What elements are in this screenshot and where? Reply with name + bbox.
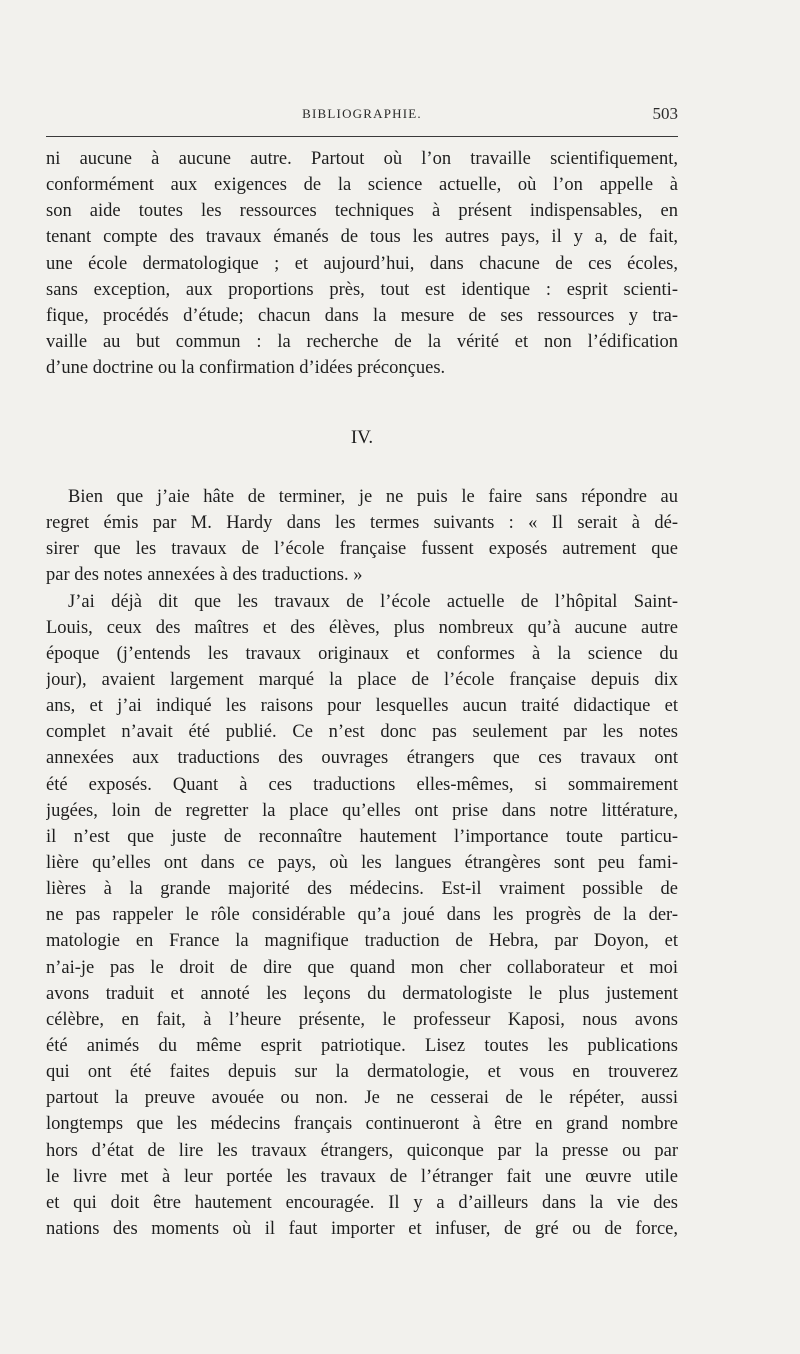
text-line: et qui doit être hautement encouragée. Il y a d’ailleurs dans la vie des: [46, 1192, 678, 1213]
text-line: son aide toutes les ressources techniques à présent indispensables, en: [46, 201, 678, 222]
text-line: époque (j’entends les travaux originaux et conformes à la science du: [46, 643, 678, 664]
text-line: complet n’avait été publié. Ce n’est donc pas seulement par les notes: [46, 722, 678, 743]
text-line: hors d’état de lire les travaux étrangers, quiconque par la presse ou par: [46, 1140, 678, 1161]
text-line: qui ont été faites depuis sur la dermatologie, et vous en trouverez: [46, 1062, 678, 1083]
text-line: jugées, loin de regretter la place qu’elles ont prise dans notre littérature,: [46, 800, 678, 821]
header-rule: [46, 136, 678, 137]
text-line: ans, et j’ai indiqué les raisons pour lesquelles aucun traité didactique et: [46, 696, 678, 717]
text-line: il n’est que juste de reconnaître hautement l’importance toute particu-: [46, 826, 678, 847]
text-line: tenant compte des travaux émanés de tous les autres pays, il y a, de fait,: [46, 227, 678, 248]
text-line: le livre met à leur portée les travaux de l’étranger fait une œuvre utile: [46, 1166, 678, 1187]
text-line: sans exception, aux proportions près, tout est identique : esprit scienti-: [46, 279, 678, 300]
text-line: matologie en France la magnifique traduction de Hebra, par Doyon, et: [46, 931, 678, 952]
text-line: sirer que les travaux de l’école française fussent exposés autrement que: [46, 539, 678, 560]
text-line: annexées aux traductions des ouvrages étrangers que ces travaux ont: [46, 748, 678, 769]
text-line: J’ai déjà dit que les travaux de l’école actuelle de l’hôpital Saint-: [68, 591, 678, 612]
running-head: [46, 104, 678, 126]
text-line: Louis, ceux des maîtres et des élèves, plus nombreux qu’à aucune autre: [46, 617, 678, 638]
text-line: regret émis par M. Hardy dans les termes suivants : « Il serait à dé-: [46, 513, 678, 534]
text-line: partout la preuve avouée ou non. Je ne cesserai de le répéter, aussi: [46, 1088, 678, 1109]
section-2-text: [46, 484, 678, 1242]
running-title: BIBLIOGRAPHIE.: [302, 106, 422, 121]
text-line: ne pas rappeler le rôle considérable qu’a joué dans les progrès de la der-: [46, 905, 678, 926]
text-line: lières à la grande majorité des médecins. Est-il vraiment possible de: [46, 879, 678, 900]
section-1-text: [46, 146, 678, 381]
text-line: avons traduit et annoté les leçons du dermatologiste le plus justement: [46, 983, 678, 1004]
text-line: célèbre, en fait, à l’heure présente, le professeur Kaposi, nous avons: [46, 1009, 678, 1030]
text-line: une école dermatologique ; et aujourd’hui, dans chacune de ces écoles,: [46, 253, 678, 274]
text-line: été exposés. Quant à ces traductions elles-mêmes, si sommairement: [46, 774, 678, 795]
text-line: n’ai-je pas le droit de dire que quand mon cher collaborateur et moi: [46, 957, 678, 978]
text-line: lière qu’elles ont dans ce pays, où les langues étrangères sont peu fami-: [46, 852, 678, 873]
text-line: d’une doctrine ou la confirmation d’idées préconçues.: [46, 358, 446, 379]
section-heading: IV.: [350, 427, 374, 448]
text-line: fique, procédés d’étude; chacun dans la mesure de ses ressources y tra-: [46, 305, 678, 326]
text-line: par des notes annexées à des traductions. »: [46, 565, 363, 586]
page-number: 503: [652, 104, 678, 123]
text-line: jour), avaient largement marqué la place de l’école française depuis dix: [46, 669, 678, 690]
text-line: conformément aux exigences de la science actuelle, où l’on appelle à: [46, 175, 678, 196]
text-line: nations des moments où il faut importer et infuser, de gré ou de force,: [46, 1218, 678, 1239]
text-line: Bien que j’aie hâte de terminer, je ne puis le faire sans répondre au: [68, 487, 678, 507]
text-line: longtemps que les médecins français continueront à être en grand nombre: [46, 1114, 678, 1135]
text-line: été animés du même esprit patriotique. Lisez toutes les publications: [46, 1035, 678, 1056]
text-line: vaille au but commun : la recherche de la vérité et non l’édification: [46, 331, 678, 352]
text-line: ni aucune à aucune autre. Partout où l’on travaille scientifiquement,: [46, 149, 678, 169]
